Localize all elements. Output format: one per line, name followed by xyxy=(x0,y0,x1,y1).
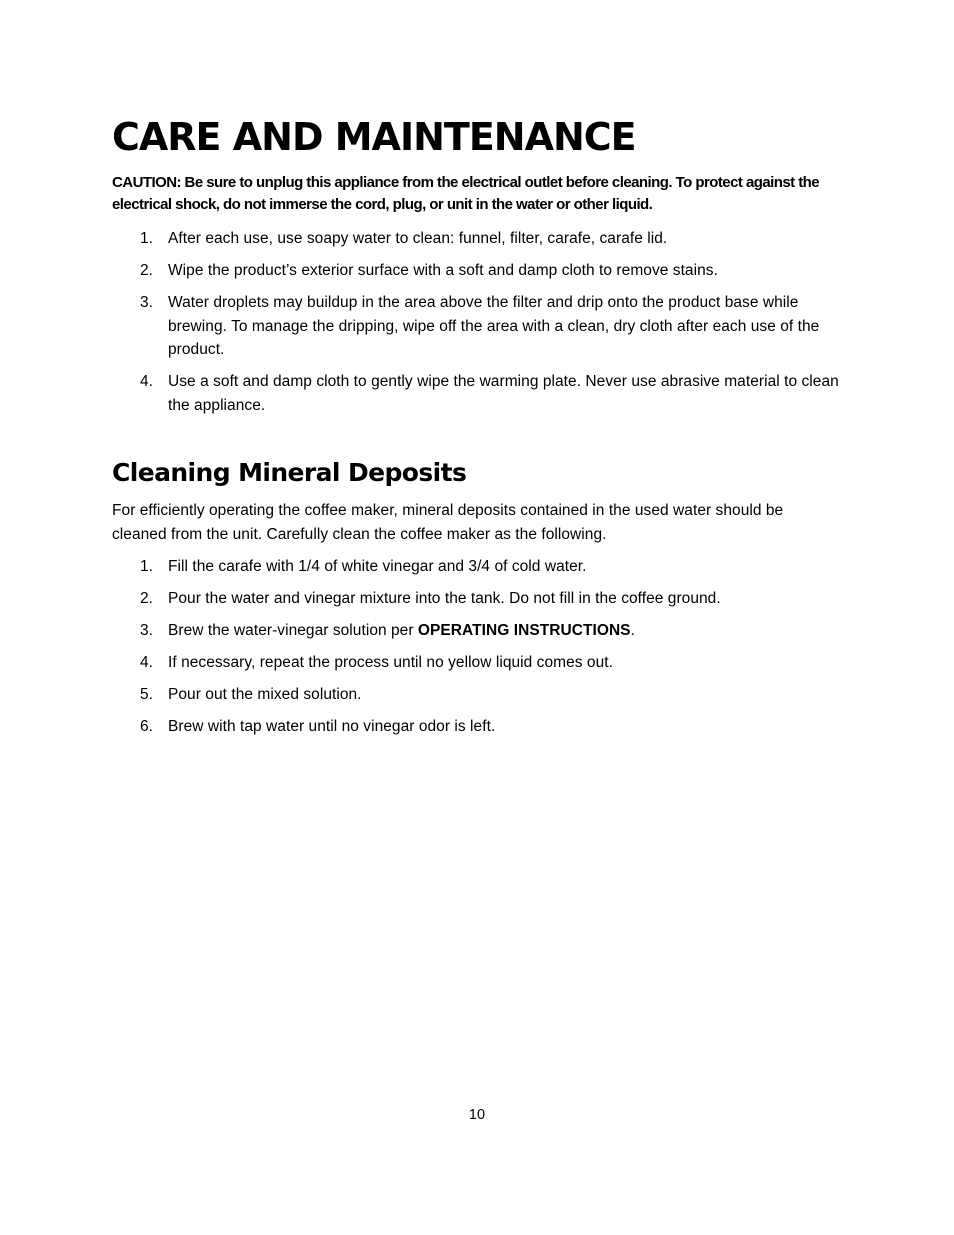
document-page xyxy=(112,0,842,1235)
list-item-text: Water droplets may buildup in the area above the filter and drip onto the product base while brewing. To manage the dripping, wipe off the area with a clean, dry cloth after each use of the product. xyxy=(168,294,820,358)
list-item-text: Use a soft and damp cloth to gently wipe the warming plate. Never use abrasive material to clean the appliance. xyxy=(168,373,839,414)
section-title: Cleaning Mineral Deposits xyxy=(112,458,467,487)
list-item-text: If necessary, repeat the process until no yellow liquid comes out. xyxy=(168,654,613,671)
list-item xyxy=(112,619,842,643)
list-number: 4. xyxy=(140,654,154,671)
list-item-text-end: . xyxy=(630,622,635,639)
list-item xyxy=(112,587,842,611)
list-item-text: Pour out the mixed solution. xyxy=(168,686,362,703)
list-item xyxy=(112,555,842,579)
list-item xyxy=(112,370,842,417)
list-item xyxy=(112,651,842,675)
list-item xyxy=(112,683,842,707)
list-item xyxy=(112,227,842,251)
list-number: 5. xyxy=(140,686,154,703)
list-item xyxy=(112,715,842,739)
bold-reference: OPERATING INSTRUCTIONS xyxy=(417,622,631,639)
care-steps-list xyxy=(112,227,842,426)
list-number: 4. xyxy=(140,373,154,390)
list-item-text: Wipe the product’s exterior surface with a soft and damp cloth to remove stains. xyxy=(168,262,718,279)
list-item-text: After each use, use soapy water to clean: funnel, filter, carafe, carafe lid. xyxy=(168,230,668,247)
cleaning-steps-list xyxy=(112,555,842,747)
caution-notice: CAUTION: Be sure to unplug this appliance from the electrical outlet before cleaning. To protect against the electrical shock, do not immerse the cord, plug, or unit in the water or other liquid. xyxy=(112,174,820,213)
list-item xyxy=(112,259,842,283)
list-item xyxy=(112,291,842,362)
list-item-text: Brew with tap water until no vinegar odor is left. xyxy=(168,718,496,735)
list-number: 2. xyxy=(140,590,154,607)
section-intro: For efficiently operating the coffee maker, mineral deposits contained in the used water should be cleaned from the unit. Carefully clean the coffee maker as the following. xyxy=(112,502,784,543)
list-number: 3. xyxy=(140,622,154,639)
list-number: 2. xyxy=(140,262,154,279)
list-number: 3. xyxy=(140,294,154,311)
list-number: 6. xyxy=(140,718,154,735)
page-title: CARE AND MAINTENANCE xyxy=(112,115,636,159)
list-item-text: Pour the water and vinegar mixture into the tank. Do not fill in the coffee ground. xyxy=(168,590,721,607)
list-item-text: Fill the carafe with 1/4 of white vinegar and 3/4 of cold water. xyxy=(168,558,587,575)
list-item-text: Brew the water-vinegar solution per xyxy=(168,622,418,639)
list-number: 1. xyxy=(140,558,154,575)
list-number: 1. xyxy=(140,230,154,247)
page-number: 10 xyxy=(468,1107,486,1123)
